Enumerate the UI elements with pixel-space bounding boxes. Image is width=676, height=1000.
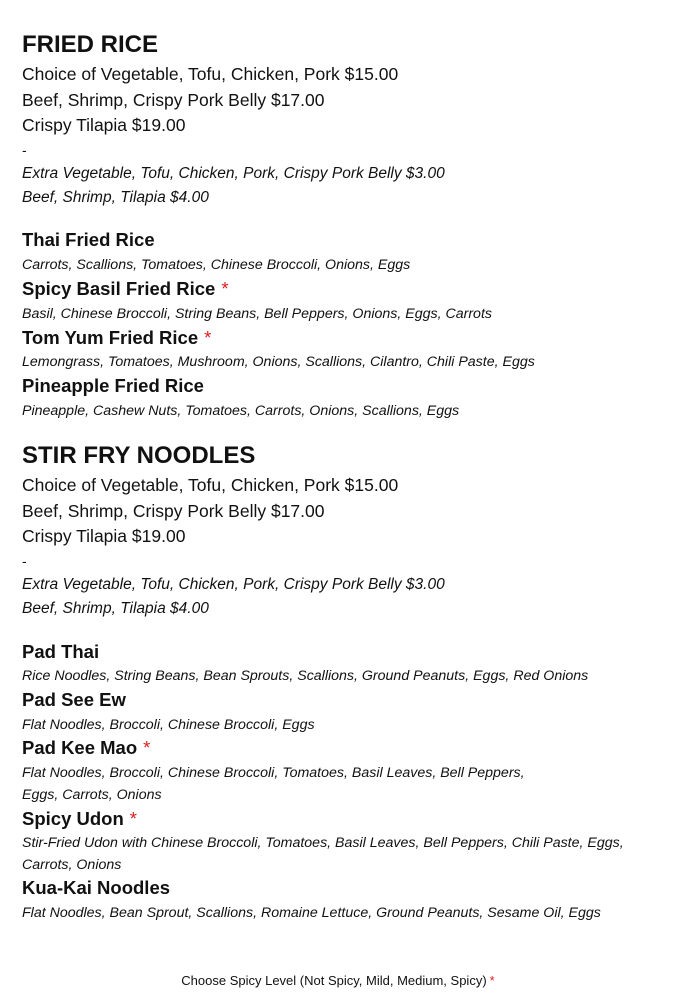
noodles-price-2: Beef, Shrimp, Crispy Pork Belly $17.00 bbox=[22, 501, 325, 521]
noodles-extra-2: Beef, Shrimp, Tilapia $4.00 bbox=[22, 600, 209, 617]
item-name: Pad Kee Mao bbox=[22, 737, 138, 758]
noodles-separator: - bbox=[22, 553, 27, 569]
menu-item-pad-thai bbox=[22, 640, 99, 664]
spicy-level-note bbox=[0, 973, 676, 989]
fried-rice-extra-1: Extra Vegetable, Tofu, Chicken, Pork, Crispy Pork Belly $3.00 bbox=[22, 165, 445, 182]
fried-rice-extra-2: Beef, Shrimp, Tilapia $4.00 bbox=[22, 189, 209, 206]
menu-item-pad-kee-mao bbox=[22, 736, 150, 760]
fried-rice-price-1: Choice of Vegetable, Tofu, Chicken, Pork $15.00 bbox=[22, 64, 399, 84]
menu-item-pineapple-fried-rice bbox=[22, 374, 204, 398]
spicy-star: * bbox=[204, 327, 212, 348]
item-description-line-1: Stir-Fried Udon with Chinese Broccoli, Tomatoes, Basil Leaves, Bell Peppers, Chili Paste, Eggs, bbox=[22, 835, 624, 851]
fried-rice-price-2: Beef, Shrimp, Crispy Pork Belly $17.00 bbox=[22, 90, 325, 110]
item-name: Kua-Kai Noodles bbox=[22, 877, 171, 898]
item-name: Tom Yum Fried Rice bbox=[22, 327, 199, 348]
fried-rice-title: FRIED RICE bbox=[22, 31, 159, 58]
spicy-star: * bbox=[489, 973, 495, 988]
spicy-star: * bbox=[143, 737, 151, 758]
noodles-extra-1: Extra Vegetable, Tofu, Chicken, Pork, Crispy Pork Belly $3.00 bbox=[22, 576, 445, 593]
fried-rice-price-3: Crispy Tilapia $19.00 bbox=[22, 115, 186, 135]
item-description: Basil, Chinese Broccoli, String Beans, Bell Peppers, Onions, Eggs, Carrots bbox=[22, 306, 492, 322]
item-description: Rice Noodles, String Beans, Bean Sprouts, Scallions, Ground Peanuts, Eggs, Red Onions bbox=[22, 668, 589, 684]
item-name: Spicy Udon bbox=[22, 808, 124, 829]
stir-fry-noodles-title: STIR FRY NOODLES bbox=[22, 442, 256, 469]
item-description: Carrots, Scallions, Tomatoes, Chinese Broccoli, Onions, Eggs bbox=[22, 257, 411, 273]
item-name: Pad Thai bbox=[22, 641, 100, 662]
fried-rice-separator: - bbox=[22, 142, 27, 158]
item-description-line-2: Carrots, Onions bbox=[22, 857, 122, 873]
spicy-star: * bbox=[129, 808, 137, 829]
menu-item-kua-kai-noodles bbox=[22, 876, 170, 900]
menu-item-spicy-basil-fried-rice bbox=[22, 277, 229, 301]
item-description: Lemongrass, Tomatoes, Mushroom, Onions, Scallions, Cilantro, Chili Paste, Eggs bbox=[22, 354, 535, 370]
menu-item-spicy-udon bbox=[22, 807, 137, 831]
item-description: Flat Noodles, Broccoli, Chinese Broccoli, Eggs bbox=[22, 717, 315, 733]
item-name: Spicy Basil Fried Rice bbox=[22, 278, 216, 299]
noodles-price-3: Crispy Tilapia $19.00 bbox=[22, 526, 186, 546]
menu-item-thai-fried-rice bbox=[22, 228, 155, 252]
item-description: Pineapple, Cashew Nuts, Tomatoes, Carrots, Onions, Scallions, Eggs bbox=[22, 403, 460, 419]
item-description-line-2: Eggs, Carrots, Onions bbox=[22, 787, 162, 803]
item-name: Pad See Ew bbox=[22, 689, 126, 710]
item-name: Thai Fried Rice bbox=[22, 229, 155, 250]
spicy-level-text: Choose Spicy Level (Not Spicy, Mild, Medium, Spicy) bbox=[181, 973, 487, 988]
noodles-price-1: Choice of Vegetable, Tofu, Chicken, Pork $15.00 bbox=[22, 475, 399, 495]
menu-item-pad-see-ew bbox=[22, 688, 126, 712]
menu-item-tom-yum-fried-rice bbox=[22, 326, 211, 350]
item-description-line-1: Flat Noodles, Broccoli, Chinese Broccoli, Tomatoes, Basil Leaves, Bell Peppers, bbox=[22, 765, 525, 781]
item-name: Pineapple Fried Rice bbox=[22, 375, 204, 396]
item-description: Flat Noodles, Bean Sprout, Scallions, Romaine Lettuce, Ground Peanuts, Sesame Oil, Eggs bbox=[22, 905, 601, 921]
spicy-star: * bbox=[221, 278, 229, 299]
